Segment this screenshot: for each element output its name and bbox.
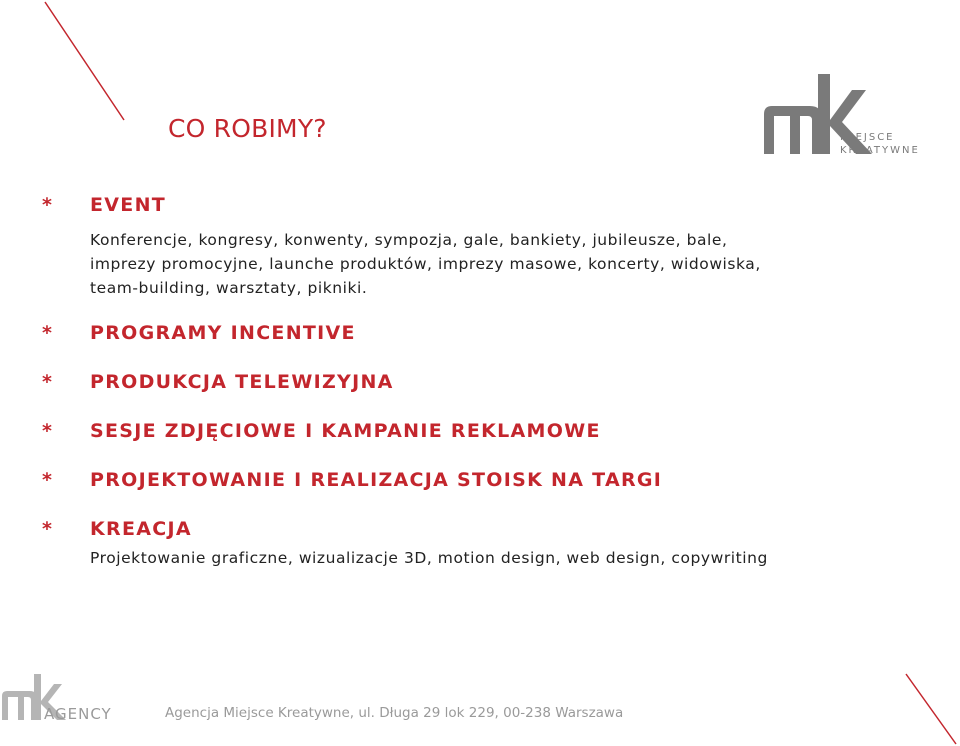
bullet-asterisk: * (42, 469, 54, 491)
section-description (90, 228, 942, 300)
section-heading-row (42, 518, 942, 540)
description-line: team-building, warsztaty, pikniki. (90, 279, 368, 297)
description-line: imprezy promocyjne, launche produktów, imprezy masowe, koncerty, widowiska, (90, 255, 761, 273)
section-heading: EVENT (90, 194, 167, 216)
section-heading-row (42, 420, 942, 442)
description-line: Projektowanie graficzne, wizualizacje 3D, motion design, web design, copywriting (90, 549, 768, 567)
section-heading-row (42, 371, 942, 393)
page-title: CO ROBIMY? (168, 114, 327, 143)
section-description (90, 546, 942, 570)
bottom-right-diagonal-line (906, 674, 956, 744)
section-event (42, 194, 942, 300)
section-heading-row (42, 194, 942, 216)
bullet-asterisk: * (42, 420, 54, 442)
footer-agency-label: AGENCY (44, 705, 112, 723)
section-creation (42, 518, 942, 570)
logo-letter-m (764, 106, 822, 154)
section-stands (42, 469, 942, 491)
section-tv-production (42, 371, 942, 393)
section-heading-row (42, 322, 942, 344)
footer-address: Agencja Miejsce Kreatywne, ul. Długa 29 lok 229, 00-238 Warszawa (165, 705, 624, 721)
footer-logo-letter-m (2, 691, 37, 720)
section-photo-sessions (42, 420, 942, 442)
section-heading-row (42, 469, 942, 491)
bullet-asterisk: * (42, 322, 54, 344)
section-heading: PRODUKCJA TELEWIZYJNA (90, 371, 394, 393)
top-left-diagonal-line (45, 2, 124, 120)
bullet-asterisk: * (42, 194, 54, 216)
bullet-asterisk: * (42, 518, 54, 540)
section-heading: PROJEKTOWANIE I REALIZACJA STOISK NA TARGI (90, 469, 663, 491)
description-line: Konferencje, kongresy, konwenty, sympozja, gale, bankiety, jubileusze, bale, (90, 231, 728, 249)
section-heading: SESJE ZDJĘCIOWE I KAMPANIE REKLAMOWE (90, 420, 601, 442)
section-heading: PROGRAMY INCENTIVE (90, 322, 356, 344)
logo-text-line2: KREATYWNE (840, 145, 920, 156)
section-heading: KREACJA (90, 518, 192, 540)
logo-text-line1: MIEJSCE (840, 132, 895, 143)
section-incentive (42, 322, 942, 344)
bullet-asterisk: * (42, 371, 54, 393)
